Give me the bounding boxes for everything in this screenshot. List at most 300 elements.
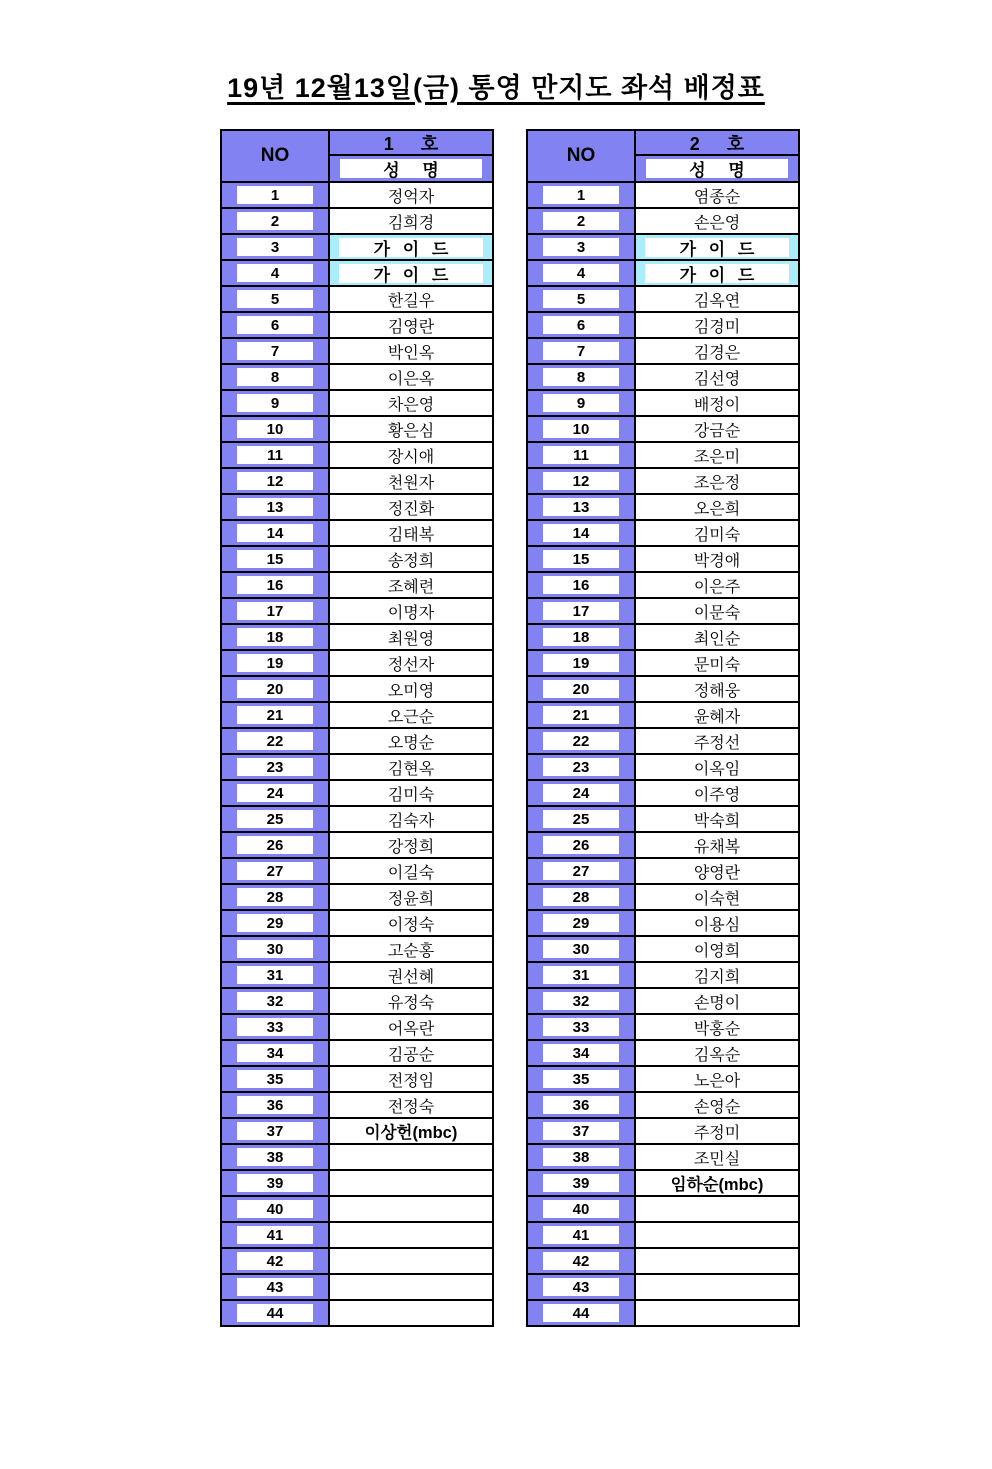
passenger-name-cell: 김옥순 — [693, 1046, 741, 1064]
table-row — [528, 417, 798, 443]
table-row — [528, 703, 798, 729]
table-row — [528, 885, 798, 911]
table-row — [528, 1119, 798, 1145]
row-number-cell — [222, 963, 330, 987]
row-number-cell — [528, 417, 636, 441]
table-row — [222, 599, 492, 625]
passenger-name-cell: 어옥란 — [387, 1020, 435, 1038]
table-row — [222, 625, 492, 651]
table-row — [528, 781, 798, 807]
row-number: 17 — [237, 602, 313, 620]
row-number: 33 — [543, 1018, 619, 1036]
passenger-name-cell: 조은정 — [693, 474, 741, 492]
guide-label: 가 이 드 — [645, 264, 789, 283]
row-number-cell — [222, 989, 330, 1013]
row-number: 27 — [237, 862, 313, 880]
table-row — [528, 1015, 798, 1041]
row-number: 8 — [543, 368, 619, 386]
table-row — [528, 625, 798, 651]
row-number: 33 — [237, 1018, 313, 1036]
table-row — [222, 677, 492, 703]
row-number: 34 — [543, 1044, 619, 1062]
table-row — [222, 1041, 492, 1067]
passenger-name-cell: 문미숙 — [693, 656, 741, 674]
row-number: 32 — [237, 992, 313, 1010]
table-row — [528, 859, 798, 885]
passenger-name-cell — [636, 1275, 798, 1299]
row-number: 17 — [543, 602, 619, 620]
row-number: 7 — [543, 342, 619, 360]
passenger-name-cell: 김공순 — [387, 1046, 435, 1064]
row-number-cell — [528, 443, 636, 467]
table-row — [222, 963, 492, 989]
row-number-cell — [222, 469, 330, 493]
passenger-name-cell — [330, 1301, 492, 1325]
table-row — [222, 235, 492, 261]
row-number: 41 — [543, 1226, 619, 1244]
row-number: 2 — [237, 212, 313, 230]
passenger-name-cell: 이옥임 — [693, 760, 741, 778]
row-number-cell — [222, 911, 330, 935]
row-number-cell — [222, 339, 330, 363]
row-number-cell — [222, 1275, 330, 1299]
no-column-header: NO — [528, 131, 636, 181]
row-number: 15 — [237, 550, 313, 568]
passenger-name-cell — [330, 1197, 492, 1221]
passenger-name-cell — [330, 1249, 492, 1273]
table-row — [222, 1249, 492, 1275]
table-row — [222, 833, 492, 859]
row-number-cell — [222, 261, 330, 285]
row-number-cell — [528, 495, 636, 519]
passenger-name-cell: 이상헌(mbc) — [364, 1124, 458, 1142]
row-number-cell — [222, 1093, 330, 1117]
table-row — [222, 937, 492, 963]
row-number: 9 — [543, 394, 619, 412]
row-number-cell — [222, 937, 330, 961]
row-number: 4 — [237, 264, 313, 282]
row-number-cell — [528, 989, 636, 1013]
passenger-name-cell — [636, 1197, 798, 1221]
row-number: 32 — [543, 992, 619, 1010]
passenger-name-cell: 임하순(mbc) — [670, 1176, 764, 1194]
passenger-name-cell: 박경애 — [693, 552, 741, 570]
row-number: 37 — [237, 1122, 313, 1140]
row-number: 36 — [237, 1096, 313, 1114]
row-number: 22 — [237, 732, 313, 750]
row-number-cell — [528, 1067, 636, 1091]
row-number: 21 — [543, 706, 619, 724]
passenger-name-cell: 정억자 — [387, 188, 435, 206]
row-number: 44 — [237, 1304, 313, 1322]
table-row — [528, 1171, 798, 1197]
passenger-name-cell: 이길숙 — [387, 864, 435, 882]
bus-1-table — [220, 129, 494, 1327]
table-row — [528, 963, 798, 989]
table-row — [528, 469, 798, 495]
passenger-name-cell — [330, 1275, 492, 1299]
passenger-name-cell: 권선혜 — [387, 968, 435, 986]
table-row — [528, 755, 798, 781]
passenger-name-cell — [636, 261, 798, 285]
row-number-cell — [222, 573, 330, 597]
row-number: 4 — [543, 264, 619, 282]
passenger-name-cell: 주정선 — [693, 734, 741, 752]
row-number-cell — [222, 1249, 330, 1273]
row-number: 37 — [543, 1122, 619, 1140]
row-number: 39 — [543, 1174, 619, 1192]
passenger-name-cell: 오은희 — [693, 500, 741, 518]
name-header-label: 성 명 — [340, 159, 483, 178]
table-row — [222, 261, 492, 287]
row-number-cell — [528, 677, 636, 701]
passenger-name-cell: 이정숙 — [387, 916, 435, 934]
row-number: 1 — [543, 186, 619, 204]
passenger-name-cell: 노은아 — [693, 1072, 741, 1090]
passenger-name-cell: 전정임 — [387, 1072, 435, 1090]
row-number: 19 — [543, 654, 619, 672]
passenger-name-cell: 김옥연 — [693, 292, 741, 310]
row-number: 40 — [543, 1200, 619, 1218]
table-row — [528, 1197, 798, 1223]
passenger-name-cell: 이명자 — [387, 604, 435, 622]
table-row — [528, 833, 798, 859]
passenger-name-cell: 조혜련 — [387, 578, 435, 596]
row-number: 14 — [543, 524, 619, 542]
passenger-name-cell: 손영순 — [693, 1098, 741, 1116]
row-number-cell — [528, 235, 636, 259]
passenger-name-cell: 손은영 — [693, 214, 741, 232]
table-row — [222, 183, 492, 209]
bus-2-table — [526, 129, 800, 1327]
passenger-name-cell: 최원영 — [387, 630, 435, 648]
row-number-cell — [528, 469, 636, 493]
passenger-name-cell: 오근순 — [387, 708, 435, 726]
table-row — [222, 521, 492, 547]
row-number: 26 — [543, 836, 619, 854]
passenger-name-cell — [330, 1145, 492, 1169]
passenger-name-cell: 조은미 — [693, 448, 741, 466]
passenger-name-cell — [636, 1301, 798, 1325]
row-number-cell — [528, 183, 636, 207]
row-number-cell — [528, 963, 636, 987]
row-number-cell — [528, 261, 636, 285]
row-number-cell — [528, 859, 636, 883]
row-number: 44 — [543, 1304, 619, 1322]
passenger-name-cell: 김영란 — [387, 318, 435, 336]
table-row — [222, 1067, 492, 1093]
row-number-cell — [528, 1015, 636, 1039]
table-row — [222, 547, 492, 573]
row-number: 18 — [237, 628, 313, 646]
passenger-name-cell: 정해웅 — [693, 682, 741, 700]
row-number: 19 — [237, 654, 313, 672]
row-number: 25 — [543, 810, 619, 828]
table-row — [528, 1067, 798, 1093]
table-row — [528, 365, 798, 391]
row-number-cell — [222, 235, 330, 259]
row-number-cell — [528, 833, 636, 857]
row-number: 24 — [543, 784, 619, 802]
row-number-cell — [528, 1223, 636, 1247]
row-number: 16 — [543, 576, 619, 594]
row-number-cell — [528, 1275, 636, 1299]
passenger-name-cell — [636, 1223, 798, 1247]
header-right — [330, 131, 492, 181]
passenger-name-cell: 강정희 — [387, 838, 435, 856]
table-row — [528, 729, 798, 755]
row-number-cell — [528, 1171, 636, 1195]
passenger-name-cell: 김미숙 — [693, 526, 741, 544]
table-row — [528, 1145, 798, 1171]
passenger-name-cell: 차은영 — [387, 396, 435, 414]
row-number-cell — [528, 521, 636, 545]
passenger-name-cell: 김지희 — [693, 968, 741, 986]
row-number-cell — [528, 1119, 636, 1143]
passenger-name-cell: 최인순 — [693, 630, 741, 648]
row-number: 16 — [237, 576, 313, 594]
row-number: 30 — [543, 940, 619, 958]
row-number-cell — [528, 651, 636, 675]
table-row — [528, 547, 798, 573]
table-row — [222, 1301, 492, 1325]
passenger-name-cell: 배정이 — [693, 396, 741, 414]
table-row — [528, 651, 798, 677]
table-row — [222, 209, 492, 235]
row-number: 29 — [543, 914, 619, 932]
row-number-cell — [528, 1145, 636, 1169]
row-number-cell — [222, 729, 330, 753]
table-row — [528, 495, 798, 521]
row-number-cell — [528, 703, 636, 727]
row-number-cell — [222, 599, 330, 623]
table-row — [528, 313, 798, 339]
table-row — [222, 885, 492, 911]
seating-tables — [220, 129, 992, 1327]
row-number: 38 — [543, 1148, 619, 1166]
row-number: 11 — [237, 446, 313, 464]
table-row — [528, 521, 798, 547]
passenger-name-cell: 주정미 — [693, 1124, 741, 1142]
row-number: 39 — [237, 1174, 313, 1192]
row-number-cell — [222, 859, 330, 883]
passenger-name-cell: 정선자 — [387, 656, 435, 674]
row-number-cell — [528, 209, 636, 233]
name-column-header — [636, 156, 798, 181]
passenger-name-cell: 이주영 — [693, 786, 741, 804]
row-number: 38 — [237, 1148, 313, 1166]
table-row — [528, 209, 798, 235]
table-row — [528, 1093, 798, 1119]
passenger-name-cell: 김숙자 — [387, 812, 435, 830]
passenger-name-cell: 정윤희 — [387, 890, 435, 908]
row-number: 31 — [237, 966, 313, 984]
table-row — [222, 1223, 492, 1249]
row-number-cell — [222, 1223, 330, 1247]
passenger-name-cell: 한길우 — [387, 292, 435, 310]
row-number-cell — [222, 755, 330, 779]
table-row — [222, 495, 492, 521]
row-number: 12 — [237, 472, 313, 490]
row-number: 35 — [543, 1070, 619, 1088]
row-number-cell — [222, 781, 330, 805]
row-number-cell — [528, 1301, 636, 1325]
table-row — [222, 365, 492, 391]
name-column-header — [330, 156, 492, 181]
row-number-cell — [528, 547, 636, 571]
table-row — [528, 573, 798, 599]
table-row — [222, 1119, 492, 1145]
row-number: 31 — [543, 966, 619, 984]
row-number-cell — [528, 1041, 636, 1065]
passenger-name-cell: 박숙희 — [693, 812, 741, 830]
row-number-cell — [222, 443, 330, 467]
passenger-name-cell — [330, 235, 492, 259]
row-number-cell — [222, 1119, 330, 1143]
table-row — [528, 339, 798, 365]
row-number: 36 — [543, 1096, 619, 1114]
row-number-cell — [222, 807, 330, 831]
table-row — [528, 989, 798, 1015]
passenger-name-cell — [636, 235, 798, 259]
bus-number-header: 2 호 — [636, 131, 798, 156]
row-number-cell — [222, 287, 330, 311]
table-row — [528, 807, 798, 833]
passenger-name-cell: 양영란 — [693, 864, 741, 882]
passenger-name-cell: 송정희 — [387, 552, 435, 570]
table-row — [528, 937, 798, 963]
row-number-cell — [222, 495, 330, 519]
no-column-header: NO — [222, 131, 330, 181]
table-row — [528, 235, 798, 261]
passenger-name-cell: 김선영 — [693, 370, 741, 388]
guide-label: 가 이 드 — [339, 238, 483, 257]
row-number: 28 — [543, 888, 619, 906]
row-number-cell — [222, 703, 330, 727]
table-row — [222, 1171, 492, 1197]
row-number-cell — [222, 625, 330, 649]
row-number: 23 — [237, 758, 313, 776]
row-number: 6 — [543, 316, 619, 334]
row-number-cell — [528, 781, 636, 805]
passenger-name-cell: 천원자 — [387, 474, 435, 492]
passenger-name-cell: 장시애 — [387, 448, 435, 466]
row-number-cell — [528, 807, 636, 831]
table-row — [528, 599, 798, 625]
row-number: 3 — [237, 238, 313, 256]
passenger-name-cell: 오명순 — [387, 734, 435, 752]
row-number-cell — [528, 599, 636, 623]
passenger-name-cell: 박홍순 — [693, 1020, 741, 1038]
passenger-name-cell: 고순홍 — [387, 942, 435, 960]
passenger-name-cell: 윤혜자 — [693, 708, 741, 726]
row-number: 27 — [543, 862, 619, 880]
row-number: 5 — [237, 290, 313, 308]
row-number-cell — [528, 755, 636, 779]
row-number: 20 — [237, 680, 313, 698]
passenger-name-cell: 김희경 — [387, 214, 435, 232]
row-number-cell — [222, 1067, 330, 1091]
table-row — [528, 677, 798, 703]
page-title: 19년 12월13일(금) 통영 만지도 좌석 배정표 — [227, 73, 765, 103]
table-row — [222, 1093, 492, 1119]
table-row — [222, 1145, 492, 1171]
passenger-name-cell: 이용심 — [693, 916, 741, 934]
name-header-label: 성 명 — [646, 159, 789, 178]
row-number: 23 — [543, 758, 619, 776]
row-number-cell — [222, 1041, 330, 1065]
row-number-cell — [528, 1197, 636, 1221]
row-number: 25 — [237, 810, 313, 828]
passenger-name-cell: 조민실 — [693, 1150, 741, 1168]
row-number: 34 — [237, 1044, 313, 1062]
passenger-name-cell — [330, 261, 492, 285]
passenger-name-cell: 김현옥 — [387, 760, 435, 778]
passenger-name-cell: 유채복 — [693, 838, 741, 856]
row-number: 8 — [237, 368, 313, 386]
row-number-cell — [222, 547, 330, 571]
passenger-name-cell: 김경은 — [693, 344, 741, 362]
table-row — [222, 729, 492, 755]
guide-label: 가 이 드 — [339, 264, 483, 283]
row-number-cell — [528, 365, 636, 389]
row-number: 10 — [543, 420, 619, 438]
passenger-name-cell: 이숙현 — [693, 890, 741, 908]
row-number: 43 — [237, 1278, 313, 1296]
table-row — [222, 651, 492, 677]
row-number: 9 — [237, 394, 313, 412]
row-number-cell — [222, 391, 330, 415]
row-number: 13 — [237, 498, 313, 516]
table-row — [528, 1275, 798, 1301]
row-number-cell — [222, 209, 330, 233]
passenger-name-cell: 김경미 — [693, 318, 741, 336]
row-number-cell — [528, 937, 636, 961]
table-row — [222, 989, 492, 1015]
table-row — [222, 391, 492, 417]
row-number: 7 — [237, 342, 313, 360]
passenger-name-cell: 김미숙 — [387, 786, 435, 804]
row-number: 12 — [543, 472, 619, 490]
row-number-cell — [528, 911, 636, 935]
table-row — [222, 807, 492, 833]
row-number: 35 — [237, 1070, 313, 1088]
row-number: 28 — [237, 888, 313, 906]
row-number-cell — [222, 183, 330, 207]
header-right — [636, 131, 798, 181]
table-row — [222, 313, 492, 339]
table-row — [222, 703, 492, 729]
table-row — [528, 1041, 798, 1067]
row-number-cell — [222, 1015, 330, 1039]
table-row — [528, 1301, 798, 1325]
table-row — [222, 781, 492, 807]
table-row — [528, 1223, 798, 1249]
row-number: 24 — [237, 784, 313, 802]
row-number-cell — [528, 1249, 636, 1273]
row-number-cell — [222, 677, 330, 701]
row-number: 5 — [543, 290, 619, 308]
row-number-cell — [222, 365, 330, 389]
table-row — [528, 287, 798, 313]
row-number-cell — [222, 521, 330, 545]
table-row — [528, 1249, 798, 1275]
table-header — [528, 131, 798, 183]
row-number: 29 — [237, 914, 313, 932]
row-number: 3 — [543, 238, 619, 256]
table-body — [222, 183, 492, 1325]
passenger-name-cell: 김태복 — [387, 526, 435, 544]
